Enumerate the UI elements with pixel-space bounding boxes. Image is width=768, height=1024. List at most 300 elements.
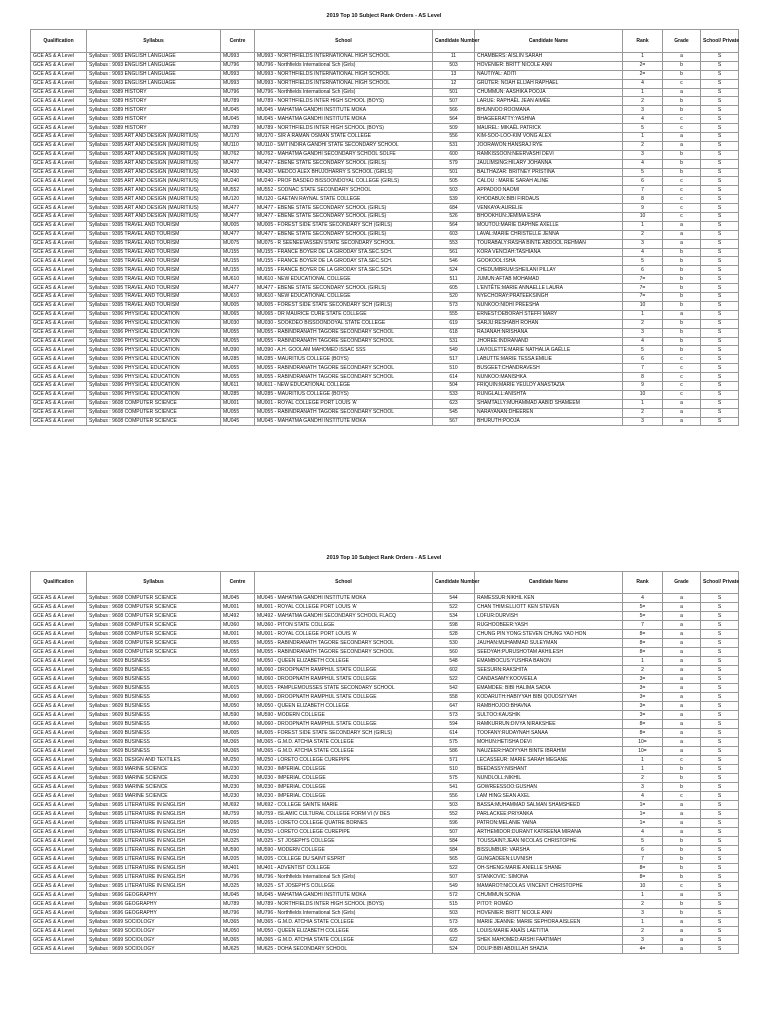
centre-cell: MU552 [221,186,255,195]
qualification-cell: GCE AS & A Level [31,810,87,819]
candidate-name-cell: JAUHAN:MUHAMMAD SULEYMAN [475,639,623,648]
grade-cell: a [663,738,701,747]
school-cell: MU789 - NORTHFIELDS INTER HIGH SCHOOL (BOYS) [255,124,433,133]
table-row [31,177,739,186]
table-row [31,774,739,783]
candidate-number-cell: 594 [433,720,475,729]
syllabus-cell: Syllabus : 9093 ENGLISH LANGUAGE [87,53,221,62]
school-cell: MU170 - SIR A RAMAN OSMAN STATE COLLEGE [255,133,433,142]
rank-cell: 4 [623,594,663,603]
candidate-number-cell: 545 [433,408,475,417]
school-cell: MU250 - LORETO COLLEGE CUREPIPE [255,828,433,837]
qualification-cell: GCE AS & A Level [31,900,87,909]
school-cell: MU365 - G.M.D. ATCHIA STATE COLLEGE [255,936,433,945]
candidate-name-cell: LABUTTE:MARIE TESSA EMILIE [475,355,623,364]
centre-header: Centre [221,30,255,53]
candidate-name-cell: CALOU : MARIE SARAH ALINE [475,177,623,186]
candidate-number-cell: 549 [433,882,475,891]
rank-cell: 3 [623,417,663,426]
school-cell: MU045 - MAHATMA GANDHI INSTITUTE MOKA [255,106,433,115]
centre-cell: MU005 [221,729,255,738]
school-cell: MU360 - PITON STATE COLLEGE [255,621,433,630]
rank-cell: 9 [623,204,663,213]
centre-cell: MU796 [221,909,255,918]
grade-cell: b [663,900,701,909]
school-cell: MU265 - LORETO COLLEGE QUATRE BORNES [255,819,433,828]
candidate-number-cell: 575 [433,774,475,783]
centre-cell: MU015 [221,684,255,693]
centre-cell: MU365 [221,936,255,945]
rank-cell: 10 [623,301,663,310]
school-private-cell: S [701,106,739,115]
qualification-cell: GCE AS & A Level [31,364,87,373]
rank-cell: 2 [623,774,663,783]
school-private-cell: S [701,266,739,275]
school-cell: MU759 - ISLAMIC CULTURAL COLLEGE FORM VI (V DES [255,810,433,819]
candidate-number-cell: 560 [433,648,475,657]
centre-cell: MU045 [221,594,255,603]
grade-header: Grade [663,30,701,53]
syllabus-cell: Syllabus : 9395 ART AND DESIGN (MAURITIUS) [87,159,221,168]
table-row [31,70,739,79]
table-row [31,275,739,284]
school-private-cell: S [701,257,739,266]
centre-cell: MU230 [221,783,255,792]
candidate-number-cell: 526 [433,213,475,222]
candidate-number-cell: 546 [433,257,475,266]
rank-cell: 8 [623,373,663,382]
school-cell: MU250 - LORETO COLLEGE CUREPIPE [255,756,433,765]
candidate-number-cell: 553 [433,239,475,248]
school-private-cell: S [701,801,739,810]
table-row [31,639,739,648]
grade-cell: c [663,195,701,204]
table-row [31,204,739,213]
school-private-cell: S [701,337,739,346]
qualification-cell: GCE AS & A Level [31,390,87,399]
candidate-name-cell: TOOFANY:RUDAYNAH SANAA [475,729,623,738]
rank-cell: 8= [623,630,663,639]
school-cell: MU477 - EBENE STATE SECONDARY SCHOOL (GIRLS) [255,213,433,222]
qualification-cell: GCE AS & A Level [31,381,87,390]
candidate-number-cell: 572 [433,891,475,900]
rank-cell: 1 [623,756,663,765]
school-cell: MU030 - SOOKDEO BISSOONDOYAL STATE COLLEGE [255,319,433,328]
centre-cell: MU625 [221,945,255,954]
qualification-cell: GCE AS & A Level [31,855,87,864]
school-private-cell: S [701,936,739,945]
syllabus-cell: Syllabus : 9696 GEOGRAPHY [87,909,221,918]
school-cell: MU240 - PROF BASDEO BISSOONDOYAL COLLEGE (GIRLS) [255,177,433,186]
table-body [31,53,739,426]
qualification-cell: GCE AS & A Level [31,53,87,62]
rank-cell: 7= [623,275,663,284]
qualification-cell: GCE AS & A Level [31,177,87,186]
table-row [31,337,739,346]
rank-cell: 3= [623,693,663,702]
table-row [31,364,739,373]
rank-cell: 6 [623,266,663,275]
candidate-name-cell: OH-SHENG:MARIE ANIELLE SHANE [475,864,623,873]
candidate-number-cell: 561 [433,248,475,257]
qualification-cell: GCE AS & A Level [31,204,87,213]
school-private-cell: S [701,195,739,204]
qualification-cell: GCE AS & A Level [31,909,87,918]
candidate-name-cell: BHAGEERATTY:YASHNA [475,115,623,124]
table-row [31,408,739,417]
table-row [31,150,739,159]
syllabus-cell: Syllabus : 9608 COMPUTER SCIENCE [87,399,221,408]
rank-cell: 1= [623,801,663,810]
centre-cell: MU285 [221,355,255,364]
candidate-number-cell: 503 [433,61,475,70]
table-row [31,319,739,328]
rank-cell: 10 [623,390,663,399]
centre-cell: MU430 [221,168,255,177]
table-row [31,819,739,828]
grade-cell: a [663,603,701,612]
candidate-number-cell: 522 [433,675,475,684]
candidate-number-cell: 548 [433,657,475,666]
candidate-number-cell: 586 [433,747,475,756]
qualification-cell: GCE AS & A Level [31,837,87,846]
rank-cell: 1 [623,88,663,97]
candidate-number-cell: 503 [433,801,475,810]
table-row [31,792,739,801]
candidate-number-cell: 552 [433,810,475,819]
candidate-name-cell: L'ENTÊTE:MARIE ANNAELLE LAURA [475,284,623,293]
grade-cell: c [663,364,701,373]
syllabus-cell: Syllabus : 9395 TRAVEL AND TOURISM [87,230,221,239]
rank-cell: 2 [623,927,663,936]
syllabus-cell: Syllabus : 9695 LITERATURE IN ENGLISH [87,873,221,882]
candidate-name-cell: EMAMDEE: BIBI HALIMA SADIA [475,684,623,693]
candidate-name-cell: KHODABUX:BIBI FIRDAUS [475,195,623,204]
candidate-number-cell: 575 [433,738,475,747]
syllabus-cell: Syllabus : 9395 ART AND DESIGN (MAURITIUS) [87,150,221,159]
rank-cell: 8= [623,864,663,873]
centre-cell: MU796 [221,873,255,882]
qualification-cell: GCE AS & A Level [31,756,87,765]
table-header-row [31,30,739,53]
qualification-cell: GCE AS & A Level [31,720,87,729]
candidate-number-cell: 566 [433,106,475,115]
school-cell: MU477 - EBENE STATE SECONDARY SCHOOL (GIRLS) [255,159,433,168]
grade-cell: a [663,945,701,954]
rank-cell: 5= [623,603,663,612]
table-row [31,239,739,248]
rank-cell: 7 [623,364,663,373]
table-row [31,328,739,337]
table-row [31,399,739,408]
rank-cell: 5 [623,124,663,133]
rank-cell: 3= [623,675,663,684]
qualification-cell: GCE AS & A Level [31,213,87,222]
centre-cell: MU759 [221,810,255,819]
rank-cell: 1= [623,810,663,819]
candidate-name-cell: KODARUTH:HABIYYAH BIBI QOUDSIYYAH [475,693,623,702]
page-section-1 [30,10,738,426]
centre-cell: MU285 [221,390,255,399]
school-header: School [255,572,433,594]
rank-cell: 1 [623,53,663,62]
syllabus-cell: Syllabus : 9396 PHYSICAL EDUCATION [87,346,221,355]
candidate-number-cell: 579 [433,159,475,168]
grade-cell: a [663,239,701,248]
centre-cell: MU796 [221,88,255,97]
candidate-name-cell: LARUE: RAPHAËL JEAN AIMÉE [475,97,623,106]
school-cell: MU365 - G.M.D. ATCHIA STATE COLLEGE [255,738,433,747]
rank-cell: 1= [623,819,663,828]
table-row [31,97,739,106]
table-row [31,756,739,765]
syllabus-cell: Syllabus : 9395 ART AND DESIGN (MAURITIUS) [87,133,221,142]
table-row [31,630,739,639]
candidate-name-cell: LOFUR:DURVISH [475,612,623,621]
school-private-cell: S [701,603,739,612]
centre-cell: MU001 [221,630,255,639]
candidate-name-cell: DOLIP:BIBI ABDILLAH SHAZIA [475,945,623,954]
centre-cell: MU045 [221,115,255,124]
candidate-name-cell: CHAMBERS: AISLIN SARAH [475,53,623,62]
section-title: 2019 Top 10 Subject Rank Orders - AS Level [326,13,442,19]
school-cell: MU230 - IMPERIAL COLLEGE [255,774,433,783]
rank-cell: 3 [623,150,663,159]
school-cell: MU050 - QUEEN ELIZABETH COLLEGE [255,927,433,936]
school-cell: MU120 - GAETAN RAYNAL STATE COLLEGE [255,195,433,204]
candidate-number-cell: 603 [433,230,475,239]
syllabus-cell: Syllabus : 9693 MARINE SCIENCE [87,783,221,792]
table-row [31,918,739,927]
centre-cell: MU477 [221,159,255,168]
syllabus-cell: Syllabus : 9396 PHYSICAL EDUCATION [87,373,221,382]
grade-cell: a [663,918,701,927]
school-cell: MU001 - ROYAL COLLEGE PORT LOUIS 'A' [255,630,433,639]
school-cell: MU005 - FOREST SIDE STATE SECONDARY SCH (GIRLS) [255,729,433,738]
grade-cell: a [663,53,701,62]
syllabus-cell: Syllabus : 9396 PHYSICAL EDUCATION [87,337,221,346]
table-row [31,765,739,774]
centre-cell: MU610 [221,293,255,302]
rank-cell: 10= [623,747,663,756]
candidate-name-cell: RAMKISSOON:NEERVASHI DEVI [475,150,623,159]
school-cell: MU365 - G.M.D. ATCHIA STATE COLLEGE [255,918,433,927]
qualification-cell: GCE AS & A Level [31,621,87,630]
table-row [31,873,739,882]
school-private-cell: S [701,855,739,864]
school-private-cell: S [701,774,739,783]
school-cell: MU050 - QUEEN ELIZABETH COLLEGE [255,702,433,711]
candidate-number-cell: 524 [433,266,475,275]
qualification-cell: GCE AS & A Level [31,936,87,945]
school-private-cell: S [701,639,739,648]
school-cell: MU477 - EBENE STATE SECONDARY SCHOOL (GIRLS) [255,284,433,293]
rank-cell: 5 [623,346,663,355]
candidate-name-cell: LAVIOLETTE:MARIE NATHALIA GAËLLE [475,346,623,355]
school-cell: MU045 - MAHATMA GANDHI INSTITUTE MOKA [255,417,433,426]
qualification-cell: GCE AS & A Level [31,355,87,364]
grade-cell: a [663,399,701,408]
school-cell: MU477 - EBENE STATE SECONDARY SCHOOL (GIRLS) [255,204,433,213]
table-row [31,159,739,168]
centre-cell: MU477 [221,204,255,213]
candidate-name-cell: GOWREESSOO:GUSHAN [475,783,623,792]
candidate-number-cell: 684 [433,204,475,213]
table-row [31,882,739,891]
qualification-cell: GCE AS & A Level [31,168,87,177]
candidate-number-cell: 509 [433,124,475,133]
centre-cell: MU205 [221,855,255,864]
grade-cell: b [663,855,701,864]
candidate-number-cell: 571 [433,756,475,765]
rank-cell: 10= [623,738,663,747]
candidate-number-cell: 549 [433,346,475,355]
candidate-name-cell: PARLACKEE:PRIYANKA [475,810,623,819]
qualification-cell: GCE AS & A Level [31,684,87,693]
school-cell: MU552 - SODNAC STATE SECONDARY SCHOOL [255,186,433,195]
school-cell: MU055 - RABINDRANATH TAGORE SECONDARY SCHOOL [255,328,433,337]
centre-cell: MU230 [221,765,255,774]
syllabus-cell: Syllabus : 9693 MARINE SCIENCE [87,774,221,783]
centre-cell: MU789 [221,97,255,106]
qualification-cell: GCE AS & A Level [31,301,87,310]
rank-table [30,571,739,954]
candidate-number-cell: 555 [433,310,475,319]
table-row [31,936,739,945]
grade-cell: b [663,293,701,302]
school-private-cell: S [701,612,739,621]
qualification-header: Qualification [31,30,87,53]
centre-cell: MU365 [221,747,255,756]
grade-cell: b [663,168,701,177]
candidate-number-cell: 584 [433,837,475,846]
qualification-cell: GCE AS & A Level [31,711,87,720]
candidate-name-cell: NUNKOO:NIDHI PREESHA [475,301,623,310]
candidate-number-cell: 505 [433,177,475,186]
qualification-cell: GCE AS & A Level [31,927,87,936]
school-cell: MU477 - EBENE STATE SECONDARY SCHOOL (GIRLS) [255,230,433,239]
grade-cell: a [663,891,701,900]
qualification-cell: GCE AS & A Level [31,221,87,230]
school-private-cell: S [701,846,739,855]
candidate-name-cell: GOOKOOL:ISHA [475,257,623,266]
rank-cell: 2 [623,666,663,675]
school-cell: MU060 - DROOPNATH RAMPHUL STATE COLLEGE [255,675,433,684]
candidate-name-cell: CHAN THIM:ELLIOTT KEN STEVEN [475,603,623,612]
centre-cell: MU055 [221,328,255,337]
grade-cell: c [663,79,701,88]
centre-cell: MU170 [221,133,255,142]
centre-cell: MU045 [221,891,255,900]
table-row [31,738,739,747]
centre-cell: MU050 [221,702,255,711]
school-cell: MU401 - ADVENTIST COLLEGE [255,864,433,873]
candidate-name-cell: ERNEST:DEBORAH STEFFI MARY [475,310,623,319]
grade-cell: a [663,230,701,239]
candidate-name-cell: TOUSSAINT:JEAN NICOLAS CHRISTOPHE [475,837,623,846]
grade-cell: c [663,186,701,195]
candidate-name-cell: MAUREL: MIKAËL PATRICK [475,124,623,133]
grade-cell: a [663,684,701,693]
candidate-name-cell: BHURUTH:POOJA [475,417,623,426]
school-cell: MU110 - SMT INDIRA GANDHI STATE SECONDARY SCHOOL [255,141,433,150]
centre-cell: MU250 [221,756,255,765]
rank-cell: 3= [623,711,663,720]
table-row [31,53,739,62]
school-private-cell: S [701,310,739,319]
table-row [31,284,739,293]
table-row [31,88,739,97]
table-row [31,846,739,855]
syllabus-cell: Syllabus : 9699 SOCIOLOGY [87,918,221,927]
candidate-number-cell: 596 [433,819,475,828]
grade-cell: a [663,639,701,648]
qualification-cell: GCE AS & A Level [31,310,87,319]
candidate-number-cell: 623 [433,399,475,408]
table-row [31,945,739,954]
school-private-cell: S [701,168,739,177]
centre-cell: MU045 [221,417,255,426]
school-private-cell: S [701,630,739,639]
school-private-cell: S [701,900,739,909]
candidate-name-cell: GRÜTER: NOAH ELIJAH RAPHAEL [475,79,623,88]
rank-cell: 1 [623,133,663,142]
syllabus-cell: Syllabus : 9396 PHYSICAL EDUCATION [87,381,221,390]
school-cell: MU285 - MAURITIUS COLLEGE (BOYS) [255,390,433,399]
syllabus-cell: Syllabus : 9395 TRAVEL AND TOURISM [87,284,221,293]
centre-cell: MU789 [221,900,255,909]
syllabus-cell: Syllabus : 9389 HISTORY [87,88,221,97]
table-row [31,417,739,426]
qualification-cell: GCE AS & A Level [31,864,87,873]
school-cell: MU045 - MAHATMA GANDHI INSTITUTE MOKA [255,594,433,603]
syllabus-cell: Syllabus : 9093 ENGLISH LANGUAGE [87,61,221,70]
school-private-cell: S [701,115,739,124]
rank-cell: 4 [623,115,663,124]
table-row [31,828,739,837]
school-private-cell: S [701,319,739,328]
table-row [31,747,739,756]
qualification-cell: GCE AS & A Level [31,293,87,302]
grade-cell: a [663,141,701,150]
candidate-number-cell: 558 [433,693,475,702]
school-cell: MU285 - MAURITIUS COLLEGE (BOYS) [255,355,433,364]
candidate-name-cell: LECASSEUR: MARIE SARAH MEGANE [475,756,623,765]
candidate-name-cell: CHUMMUN:SONIA [475,891,623,900]
rank-cell: 3 [623,239,663,248]
grade-cell: a [663,621,701,630]
table-row [31,248,739,257]
syllabus-cell: Syllabus : 9609 BUSINESS [87,684,221,693]
school-cell: MU055 - RABINDRANATH TAGORE SECONDARY SCHOOL [255,373,433,382]
school-cell: MU230 - IMPERIAL COLLEGE [255,783,433,792]
grade-cell: b [663,266,701,275]
school-private-cell: S [701,186,739,195]
candidate-name-cell: SHEK MAHOMED:ARSHI FAATIMAH [475,936,623,945]
grade-cell: c [663,355,701,364]
table-row [31,186,739,195]
school-cell: MU065 - DR MAURICE CURE STATE COLLEGE [255,310,433,319]
rank-cell: 1 [623,765,663,774]
school-private-cell: S [701,301,739,310]
rank-cell: 10 [623,213,663,222]
qualification-cell: GCE AS & A Level [31,186,87,195]
candidate-name-cell: GUNGADEEN:LUVNISH [475,855,623,864]
candidate-number-cell: 522 [433,603,475,612]
centre-cell: MU005 [221,221,255,230]
grade-cell: b [663,70,701,79]
centre-cell: MU155 [221,266,255,275]
